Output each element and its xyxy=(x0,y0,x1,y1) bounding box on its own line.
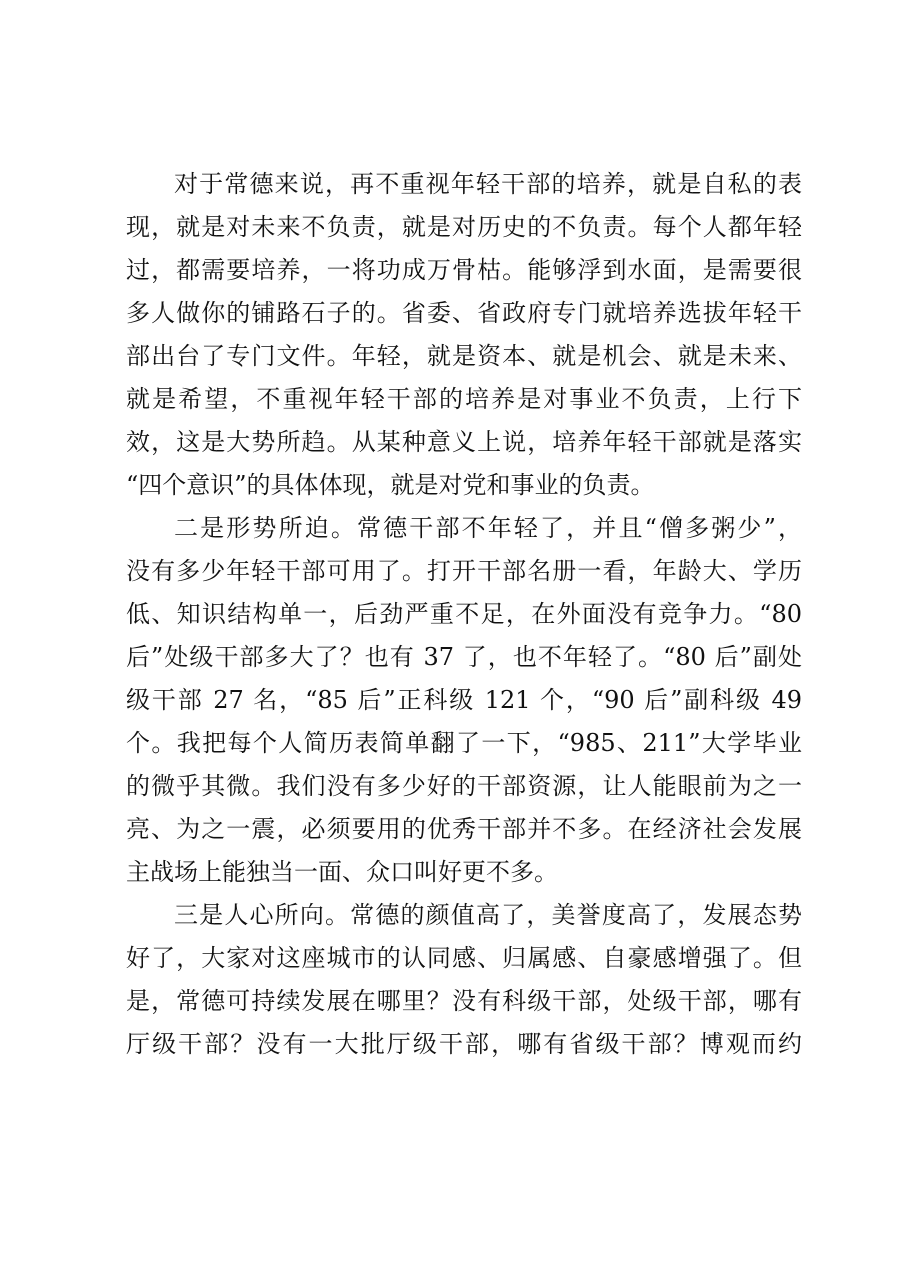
text-line: 厅级干部？没有一大批厅级干部，哪有省级干部？博观而约 xyxy=(126,1030,802,1058)
text-line: 好了，大家对这座城市的认同感、归属感、自豪感增强了。但 xyxy=(126,944,802,972)
text-line: 过，都需要培养，一将功成万骨枯。能够浮到水面，是需要很 xyxy=(126,256,802,284)
text-line: 效，这是大势所趋。从某种意义上说，培养年轻干部就是落实 xyxy=(126,428,802,456)
text-line: 后”处级干部多大了？也有 37 了，也不年轻了。“80 后”副处 xyxy=(126,643,802,671)
text-line: 亮、为之一震，必须要用的优秀干部并不多。在经济社会发展 xyxy=(126,815,802,843)
text-line: 就是希望，不重视年轻干部的培养是对事业不负责，上行下 xyxy=(126,385,802,413)
text-line: 对于常德来说，再不重视年轻干部的培养，就是自私的表 xyxy=(174,170,802,198)
text-line: 没有多少年轻干部可用了。打开干部名册一看，年龄大、学历 xyxy=(126,557,802,585)
text-line: “四个意识”的具体体现，就是对党和事业的负责。 xyxy=(126,471,655,499)
text-line: 多人做你的铺路石子的。省委、省政府专门就培养选拔年轻干 xyxy=(126,299,802,327)
text-line: 部出台了专门文件。年轻，就是资本、就是机会、就是未来、 xyxy=(126,342,802,370)
text-line: 是，常德可持续发展在哪里？没有科级干部，处级干部，哪有 xyxy=(126,987,802,1015)
text-line: 三是人心所向。常德的颜值高了，美誉度高了，发展态势 xyxy=(174,901,802,929)
text-line: 个。我把每个人简历表简单翻了一下，“985、211”大学毕业 xyxy=(126,729,802,757)
text-line: 级干部 27 名，“85 后”正科级 121 个，“90 后”副科级 49 xyxy=(126,686,802,714)
text-line: 的微乎其微。我们没有多少好的干部资源，让人能眼前为之一 xyxy=(126,772,802,800)
text-line: 主战场上能独当一面、众口叫好更不多。 xyxy=(126,858,558,886)
text-line: 二是形势所迫。常德干部不年轻了，并且“僧多粥少”， xyxy=(174,514,802,542)
text-line: 现，就是对未来不负责，就是对历史的不负责。每个人都年轻 xyxy=(126,213,802,241)
text-line: 低、知识结构单一，后劲严重不足，在外面没有竞争力。“80 xyxy=(126,600,802,628)
